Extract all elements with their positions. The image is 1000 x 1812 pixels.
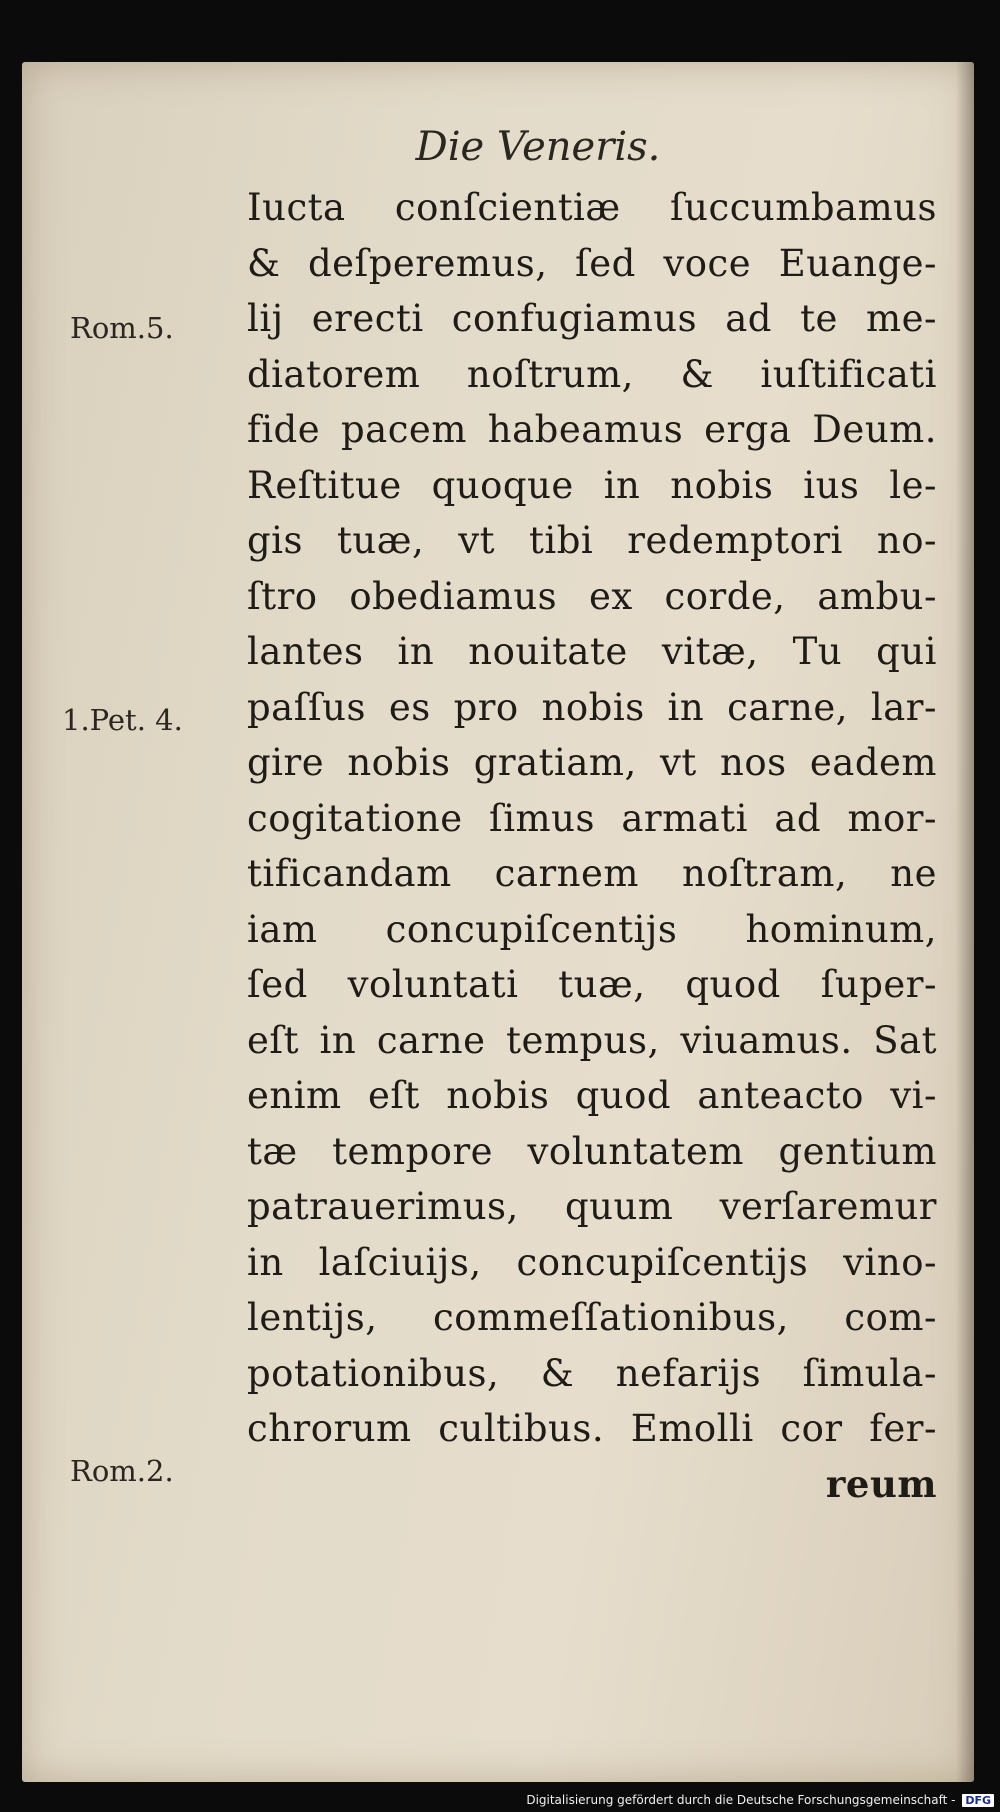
text-line: lij erecti confugiamus ad te me- (247, 297, 937, 340)
text-line: potationibus, & nefarijs ſimula- (247, 1351, 937, 1395)
digitization-credit (526, 1793, 994, 1807)
marginal-note-rom-2: Rom.2. (70, 1454, 174, 1488)
text-line: gis tuæ, vt tibi redemptori no- (247, 519, 937, 562)
body-text (247, 180, 937, 1512)
text-line: diatorem noſtrum, & iuſtificati (247, 352, 937, 396)
text-line: patrauerimus, quum verſaremur (247, 1185, 937, 1228)
dfg-logo: DFG (962, 1794, 994, 1807)
running-head-text: Die Veneris. (415, 124, 661, 170)
text-line: gire nobis gratiam, vt nos eadem (247, 741, 937, 784)
book-page (22, 62, 974, 1782)
text-line: Reſtitue quoque in nobis ius le- (247, 463, 937, 507)
text-line: ſtro obediamus ex corde, ambu- (247, 574, 937, 618)
text-line: & deſperemus, ſed voce Euange- (247, 241, 937, 285)
text-line: lentijs, commeſſationibus, com- (247, 1296, 937, 1339)
text-line: tæ tempore voluntatem gentium (247, 1129, 937, 1173)
text-line: fide pacem habeamus erga Deum. (247, 408, 937, 451)
text-line: iam concupiſcentijs hominum, (247, 907, 937, 951)
text-line: eſt in carne tempus, viuamus. Sat (247, 1018, 937, 1062)
text-line: enim eſt nobis quod anteacto vi- (247, 1074, 937, 1117)
running-head (22, 124, 974, 170)
text-line: lantes in nouitate vitæ, Tu qui (247, 630, 937, 673)
text-line: ſed voluntati tuæ, quod ſuper- (247, 963, 937, 1006)
text-line: Iucta conſcientiæ ſuccumbamus (247, 186, 937, 229)
text-line: paſſus es pro nobis in carne, lar- (247, 685, 937, 729)
binding-shadow (956, 62, 974, 1782)
marginal-note-rom-5: Rom.5. (70, 311, 174, 345)
text-line: chrorum cultibus. Emolli cor fer- (247, 1407, 937, 1450)
text-line: tificandam carnem noſtram, ne (247, 852, 937, 895)
catchword: reum (825, 1461, 937, 1506)
credit-text: Digitalisierung gefördert durch die Deutsche Forschungsgemeinschaft - (526, 1793, 956, 1807)
text-line: in laſciuijs, concupiſcentijs vino- (247, 1240, 937, 1284)
text-line: cogitatione ſimus armati ad mor- (247, 796, 937, 840)
marginal-note-1-pet-4: 1.Pet. 4. (62, 703, 183, 737)
